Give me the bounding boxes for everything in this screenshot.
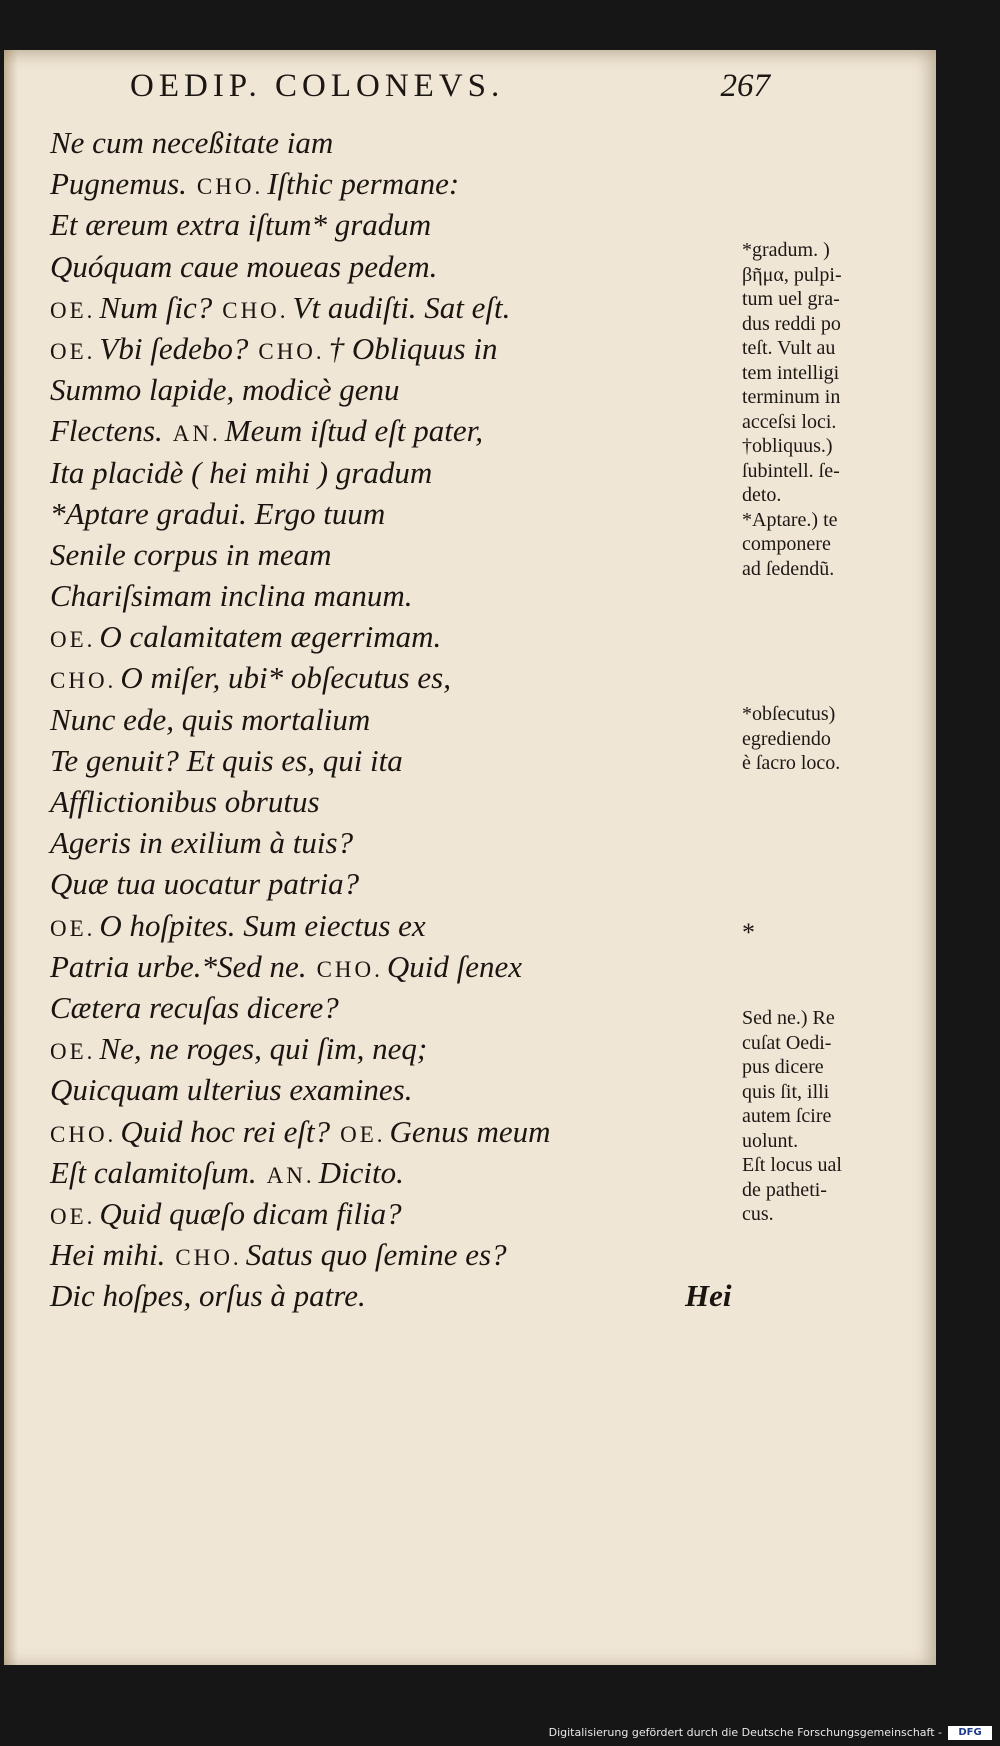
speaker-label: OE. [50,627,96,653]
verse-line [50,740,690,781]
margin-note-line: *Aptare.) te [742,508,838,531]
margin-note-gradum [742,238,922,581]
verse-text: Et æreum extra iſtum* gradum [50,207,432,243]
verse-line [50,369,690,410]
speaker-label: OE. [50,338,96,364]
verse-text: Nunc ede, quis mortalium [50,701,371,737]
speaker-label: OE. [340,1121,386,1147]
margin-note-line: terminum in [742,386,841,408]
page-number: 267 [720,68,770,104]
verse-text: Vt audiſti. Sat eſt. [292,289,511,325]
verse-text: Senile corpus in meam [50,536,332,572]
margin-note-line: cuſat Oedi- [742,1031,832,1054]
verse-line [50,410,690,451]
verse-text: Ageris in exilium à tuis? [50,825,354,861]
verse-text: Meum iſtud eſt pater, [224,413,484,449]
verse-text: Satus quo ſemine es? [245,1237,507,1273]
verse-text: *Aptare gradui. Ergo tuum [50,495,386,531]
verse-line [50,987,690,1028]
margin-note-line: egrediendo [742,727,831,750]
verse-line [50,699,690,740]
speaker-label: AN. [172,421,221,447]
verse-text: Patria urbe.*Sed ne. [50,948,307,984]
verse-line [50,452,690,493]
verse-line [50,1152,690,1193]
verse-text: Ne cum neceßitate iam [50,125,334,160]
speaker-label: OE. [50,297,96,323]
verse-line [50,575,690,616]
speaker-label: CHO. [258,338,325,364]
verse-line [50,1111,690,1152]
verse-text: Quóquam caue moueas pedem. [50,248,438,284]
margin-note-line: βῆμα, pulpi- [742,263,842,286]
margin-note-line: teſt. Vult au [742,337,836,359]
margin-note-line: componere [742,533,831,555]
verse-line [50,1193,690,1234]
margin-note-line: autem ſcire [742,1105,832,1127]
verse-text: O calamitatem ægerrimam. [99,619,442,655]
margin-note-obsecutus [742,702,922,776]
margin-note-line: pus dicere [742,1056,824,1078]
margin-note-line: acceſsi loci. [742,410,837,433]
verse-line [50,1275,690,1316]
margin-note-line: quis ſit, illi [742,1080,830,1103]
verse-text: Ne, ne roges, qui ſim, neq; [99,1031,428,1067]
verse-line [50,204,690,245]
margin-note-line: ad ſedendũ. [742,557,835,580]
margin-note-line: de patheti- [742,1178,827,1201]
verse-text: Flectens. [50,413,163,449]
verse-text: Chariſsimam inclina manum. [50,578,413,614]
verse-text: Num ſic? [99,289,213,325]
margin-note-sed-ne [742,1006,922,1227]
verse-text: Quid ſenex [386,948,523,984]
page-header [130,68,770,118]
dfg-logo: DFG [948,1726,992,1740]
verse-text: Eſt calamitoſum. [50,1154,257,1190]
margin-note-line: Eſt locus ual [742,1154,842,1176]
digitization-credit: Digitalisierung gefördert durch die Deutsche Forschungsgemeinschaft - [548,1726,942,1739]
verse-text: Quid hoc rei eſt? [120,1113,331,1149]
speaker-label: OE. [50,915,96,941]
verse-line [50,328,690,369]
margin-note-line: Sed ne.) Re [742,1007,835,1029]
verse-line [50,287,690,328]
verse-text: Vbi ſedebo? [99,330,249,366]
verse-line [50,493,690,534]
verse-text: Iſthic permane: [267,166,460,202]
verse-line [50,1069,690,1110]
speaker-label: CHO. [50,1121,117,1147]
margin-note-line: ſubintell. ſe- [742,459,840,482]
verse-line [50,534,690,575]
running-title: OEDIP. COLONEVS. [130,68,505,104]
verse-text: † Obliquus in [328,330,498,366]
margin-note-line: *obſecutus) [742,703,836,725]
speaker-label: CHO. [316,956,383,982]
verse-text: O hoſpites. Sum eiectus ex [99,907,426,943]
verse-text: Hei mihi. [50,1237,166,1273]
verse-line [50,822,690,863]
margin-note-line: †obliquus.) [742,435,833,457]
verse-text: Pugnemus. [50,166,187,202]
verse-text: Afflictionibus obrutus [50,784,320,819]
margin-note-line: deto. [742,484,782,506]
verse-text: Quid quæſo dicam filia? [99,1195,402,1231]
verse-line [50,781,690,822]
verse-line [50,1234,690,1275]
verse-text: Te genuit? Et quis es, qui ita [50,742,403,778]
margin-note-line: tem intelligi [742,361,840,384]
verse-text: Summo lapide, modicè genu [50,372,400,408]
verse-text: O miſer, ubi* obſecutus es, [120,660,451,696]
verse-text: Quicquam ulterius examines. [50,1072,413,1108]
margin-note-line: *gradum. ) [742,239,830,261]
margin-note-line: uolunt. [742,1129,799,1152]
verse-text: Genus meum [389,1113,551,1149]
verse-line [50,863,690,904]
verse-line [50,122,690,163]
speaker-label: CHO. [222,297,289,323]
verse-line [50,657,690,698]
margin-note-line: dus reddi po [742,312,841,335]
speaker-label: CHO. [175,1245,242,1271]
verse-text: Cætera recuſas dicere? [50,989,339,1025]
verse-line [50,616,690,657]
speaker-label: OE. [50,1203,96,1229]
verse-text: Ita placidè ( hei mihi ) gradum [50,454,433,490]
speaker-label: OE. [50,1039,96,1065]
margin-note-line: tum uel gra- [742,288,840,310]
verse-line [50,946,690,987]
speaker-label: CHO. [50,668,117,694]
margin-note-line: cus. [742,1203,774,1225]
speaker-label: CHO. [196,174,264,200]
speaker-label: AN. [266,1162,315,1188]
verse-line [50,1028,690,1069]
verse-text: Dic hoſpes, orſus à patre. [50,1278,366,1314]
verse-text [50,122,690,1316]
margin-note-line: è ſacro loco. [742,752,841,774]
page-edge-stain [4,50,18,1665]
margin-note-asterisk: * [742,918,755,947]
verse-line [50,905,690,946]
verse-line [50,163,690,204]
verse-text: Quæ tua uocatur patria? [50,866,360,902]
catchword: Hei [685,1278,732,1313]
verse-text: Dicito. [318,1154,404,1190]
verse-line [50,246,690,287]
